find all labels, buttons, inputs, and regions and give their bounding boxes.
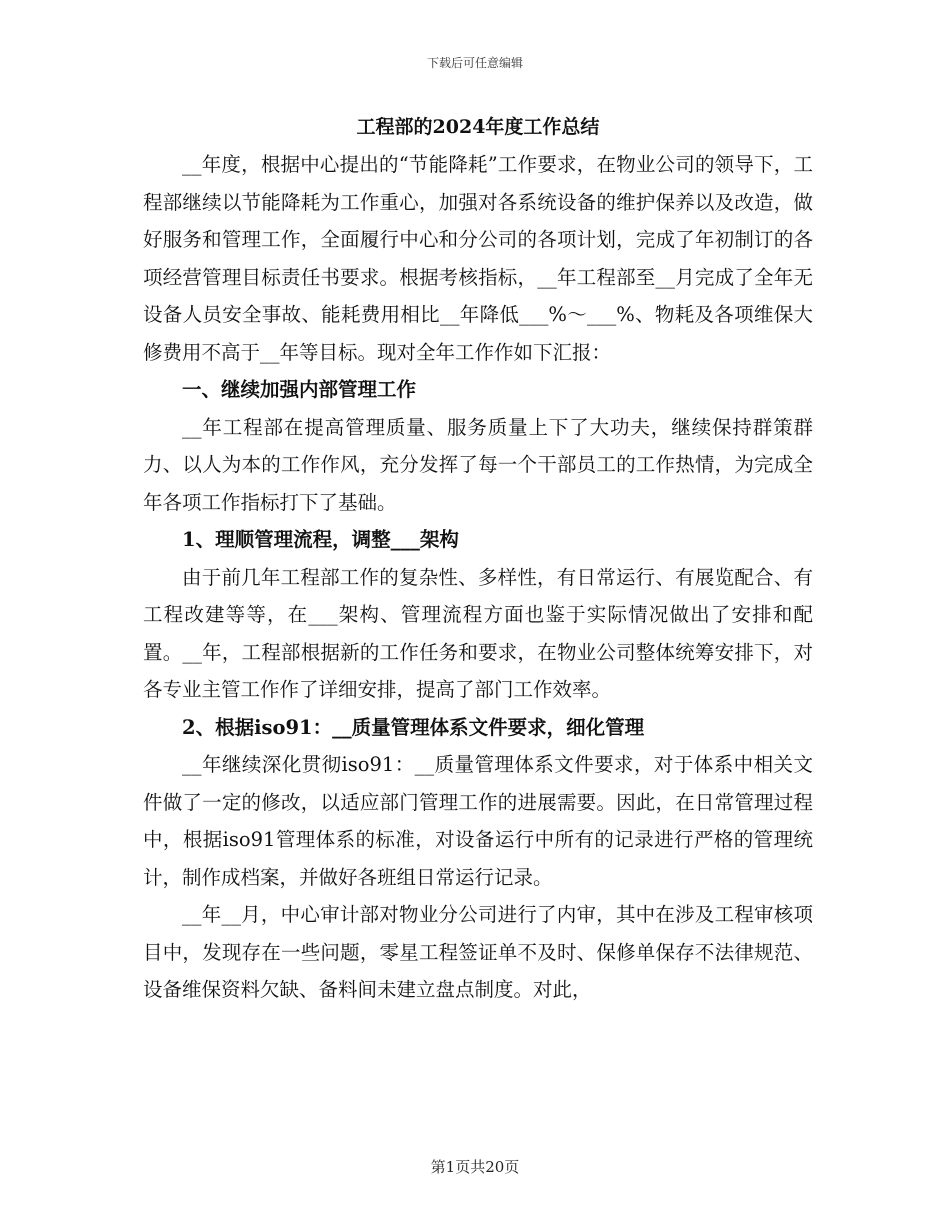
- subsection-heading-1: 1、理顺管理流程，调整___架构: [182, 528, 459, 551]
- document-title: 工程部的2024年度工作总结: [356, 116, 600, 138]
- header-note: 下载后可任意编辑: [426, 56, 523, 70]
- paragraph-intro: __年度，根据中心提出的“节能降耗”工作要求，在物业公司的领导下，工程部继续以节能降耗为工作重心，加强对各系统设备的维护保养以及改造，做好服务和管理工作，全面履行中心和分公司的各项计划，完成了年初制订的各项经营管理目标责任书要求。根据考核指标，__年工程部至__月完成了全年无设备人员安全事故、能耗费用相比__年降低___%～___%、物耗及各项维保大修费用不高于__年等目标。现对全年工作作如下汇报：: [143, 153, 813, 364]
- document-body: [143, 112, 813, 1009]
- paragraph-section-1: __年工程部在提高管理质量、服务质量上下了大功夫，继续保持群策群力、以人为本的工作作风，充分发挥了每一个干部员工的工作热情，为完成全年各项工作指标打下了基础。: [143, 415, 813, 514]
- paragraph-subsection-1: 由于前几年工程部工作的复杂性、多样性，有日常运行、有展览配合、有工程改建等等，在___架构、管理流程方面也鉴于实际情况做出了安排和配置。__年，工程部根据新的工作任务和要求，在物业公司整体统筹安排下，对各专业主管工作作了详细安排，提高了部门工作效率。: [143, 565, 813, 701]
- subsection-heading-2: 2、根据iso91：__质量管理体系文件要求，细化管理: [182, 715, 645, 739]
- paragraph-audit: __年__月，中心审计部对物业分公司进行了内审，其中在涉及工程审核项目中，发现存在一些问题，零星工程签证单不及时、保修单保存不法律规范、设备维保资料欠缺、备料间未建立盘点制度。对此，: [143, 903, 813, 1001]
- section-heading-1: 一、继续加强内部管理工作: [182, 378, 417, 401]
- page-number: 第1页共20页: [430, 1158, 520, 1176]
- paragraph-subsection-2: __年继续深化贯彻iso91：__质量管理体系文件要求，对于体系中相关文件做了一定的修改，以适应部门管理工作的进展需要。因此，在日常管理过程中，根据iso91管理体系的标准，对设备运行中所有的记录进行严格的管理统计，制作成档案，并做好各班组日常运行记录。: [143, 753, 813, 889]
